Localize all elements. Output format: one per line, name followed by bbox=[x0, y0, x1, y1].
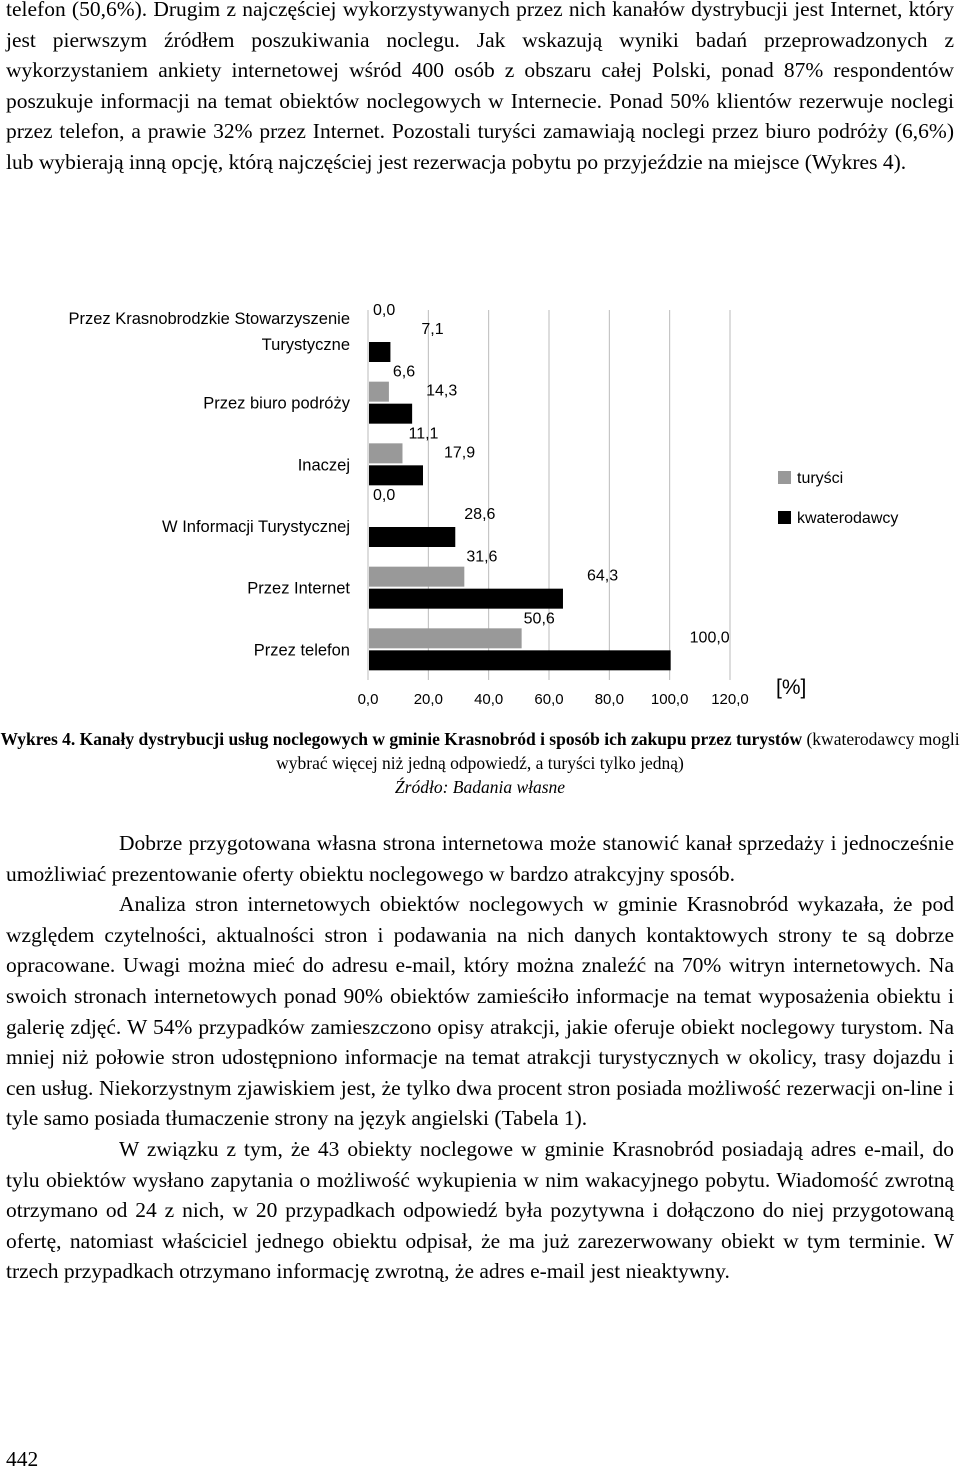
bar bbox=[369, 382, 389, 402]
caption-label: Wykres 4. Kanały dystrybucji usług noclegowych w gminie Krasnobród i sposób ich zakupu przez turystów bbox=[0, 729, 803, 749]
paragraph: Dobrze przygotowana własna strona internetowa może stanowić kanał sprzedaży i jednocześnie umożliwiać prezentowanie oferty obiektu noclegowego w bardzo atrakcyjny sposób. bbox=[6, 831, 954, 886]
category-label: Przez Internet bbox=[247, 579, 350, 598]
bar-value-label: 11,1 bbox=[408, 425, 439, 443]
category-label: Przez biuro podróży bbox=[203, 394, 350, 413]
legend-swatch bbox=[778, 471, 791, 484]
category-label: Przez Krasnobrodzkie Stowarzyszenie bbox=[68, 310, 350, 328]
legend-label: kwaterodawcy bbox=[797, 510, 899, 527]
bar-value-label: 0,0 bbox=[373, 487, 396, 504]
x-tick-label: 0,0 bbox=[357, 691, 379, 708]
distribution-channels-chart bbox=[0, 296, 960, 726]
bar bbox=[369, 404, 412, 424]
category-label: Inaczej bbox=[297, 456, 350, 475]
bar bbox=[369, 342, 390, 362]
bar-value-label: 0,0 bbox=[373, 302, 396, 319]
bar-value-label: 28,6 bbox=[464, 506, 496, 523]
category-label: Turystyczne bbox=[261, 336, 350, 354]
x-tick-label: 80,0 bbox=[594, 691, 624, 708]
bar-value-label: 100,0 bbox=[689, 629, 730, 647]
category-label: Przez telefon bbox=[253, 641, 350, 660]
bar bbox=[369, 527, 455, 547]
caption-note: (kwaterodawcy mogli wybrać więcej niż jedną odpowiedź, a turyści tylko jedną) bbox=[276, 729, 960, 773]
bar-value-label: 64,3 bbox=[586, 567, 619, 585]
bar bbox=[369, 589, 563, 609]
bar-value-label: 31,6 bbox=[466, 548, 498, 566]
page-number: 442 bbox=[6, 1447, 39, 1471]
x-tick-label: 120,0 bbox=[711, 691, 749, 708]
x-tick-label: 40,0 bbox=[474, 691, 504, 708]
bar-value-label: 17,9 bbox=[443, 444, 476, 462]
chart-bars bbox=[369, 342, 671, 670]
legend-label: turyści bbox=[797, 470, 844, 487]
bar bbox=[369, 465, 423, 485]
x-tick-label: 60,0 bbox=[534, 691, 564, 708]
figure-caption bbox=[0, 727, 960, 799]
chart-legend bbox=[778, 470, 898, 527]
caption-source: Źródło: Badania własne bbox=[394, 777, 566, 797]
chart-category-labels bbox=[68, 310, 350, 659]
paragraphs-bottom bbox=[6, 828, 954, 1287]
bar bbox=[369, 443, 402, 463]
x-tick-label: 20,0 bbox=[413, 691, 443, 708]
bar-value-label: 7,1 bbox=[421, 321, 444, 338]
x-tick-label: 100,0 bbox=[650, 691, 689, 708]
paragraph-top: telefon (50,6%). Drugim z najczęściej wykorzystywanych przez nich kanałów dystrybucji jest Internet, który jest pierwszym źródłem poszukiwania noclegu. Jak wskazują wyniki badań przeprowadzonych z wykorzystaniem ankiety internetowej wśród 400 osób z obszaru całej Polski, ponad 87% respondentów poszukuje informacji na temat obiektów noclegowych w Internecie. Ponad 50% klientów rezerwuje noclegi przez telefon, a prawie 32% przez Internet. Pozostali turyści zamawiają noclegi przez biuro podróży (6,6%) lub wybierają inną opcję, którą najczęściej jest rezerwacja pobytu po przyjeździe na miejsce (Wykres 4). bbox=[6, 0, 954, 174]
paragraph: Analiza stron internetowych obiektów noclegowych w gminie Krasnobród wykazała, że pod względem czytelności, aktualności stron i podawania na nich danych kontaktowych strony te są dobrze opracowane. Uwagi można mieć do adresu e-mail, który można znaleźć na 70% witryn internetowych. Na swoich stronach internetowych ponad 90% obiektów zamieściło informacje na temat wyposażenia obiektu i galerię zdjęć. W 54% przypadków zamieszczono opisy atrakcji, jakie oferuje obiekt noclegowy turystom. Na mniej niż połowie stron udostępniono informacje na temat atrakcji turystycznych w okolicy, trasy dojazdu i cen usług. Niekorzystnym zjawiskiem jest, że tylko dwa procent stron posiada możliwość rezerwacji on-line i tyle samo posiada tłumaczenie strony na język angielski (Tabela 1). bbox=[6, 892, 954, 1131]
bar-value-label: 6,6 bbox=[392, 363, 416, 381]
bar bbox=[369, 628, 522, 648]
chart-unit-label: [%] bbox=[776, 676, 807, 699]
legend-swatch bbox=[778, 511, 791, 524]
chart-x-tick-labels bbox=[358, 691, 749, 708]
paragraph: W związku z tym, że 43 obiekty noclegowe w gminie Krasnobród posiadają adres e-mail, do tylu obiektów wysłano zapytania o możliwość wykupienia w nim wakacyjnego pobytu. Wiadomość zwrotną otrzymano od 24 z nich, w 20 przypadkach odpowiedź była pozytywna i dołączono do niej przygotowaną ofertę, natomiast właściciel jednego obiektu odpisał, że ma już zarezerwowany obiekt w tym terminie. W trzech przypadkach otrzymano informację zwrotną, że adres e-mail jest nieaktywny. bbox=[6, 1136, 954, 1284]
bar bbox=[369, 650, 671, 670]
bar bbox=[369, 567, 464, 587]
bar-value-label: 50,6 bbox=[523, 610, 555, 628]
category-label: W Informacji Turystycznej bbox=[162, 518, 350, 536]
bar-value-label: 14,3 bbox=[426, 382, 458, 400]
